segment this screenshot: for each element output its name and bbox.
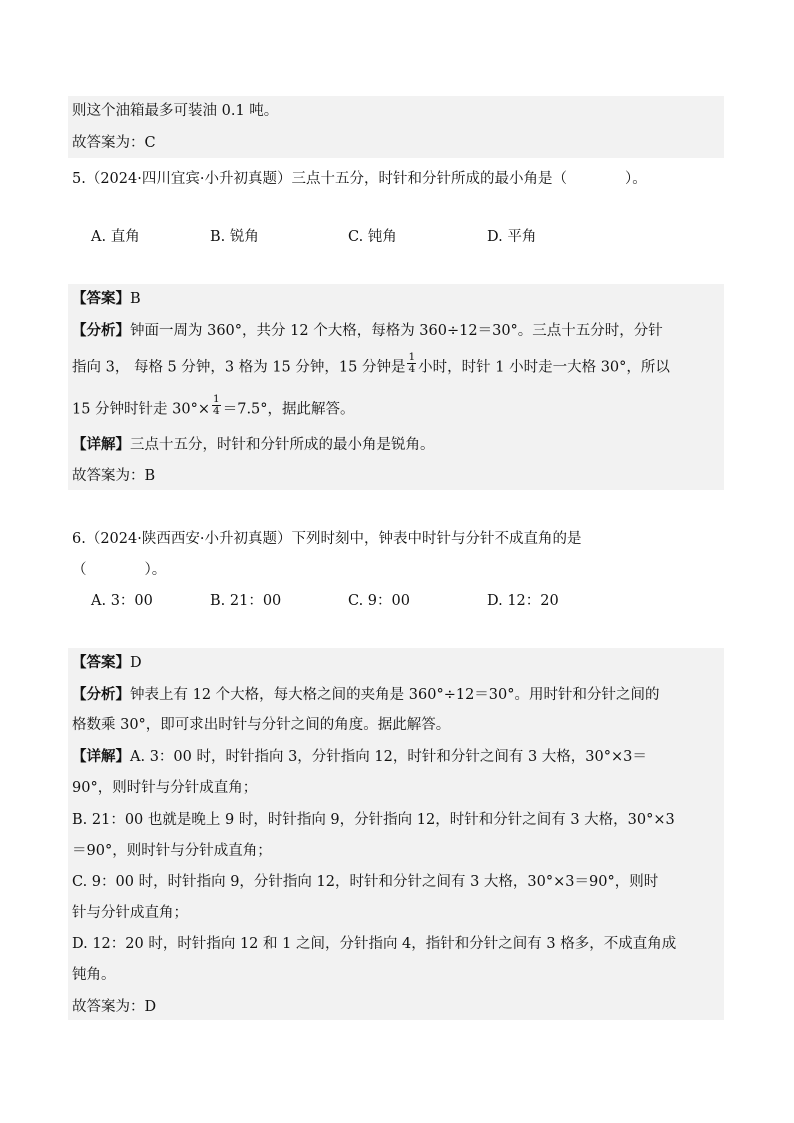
analysis-line — [72, 393, 355, 421]
option-c: C. 9：00 — [348, 593, 410, 609]
question-6-stem: （ ）。 — [72, 562, 167, 578]
analysis-text: 指向 3， 每格 5 分钟，3 格为 15 分钟，15 分钟是 — [72, 359, 406, 376]
analysis-text: ＝7.5°，据此解答。 — [222, 401, 355, 418]
answer-block-q5 — [68, 284, 724, 490]
option-c: C. 钝角 — [348, 229, 397, 245]
detail-line: 90°，则时针与分针成直角； — [72, 780, 258, 796]
detail-line: B. 21：00 也就是晚上 9 时，时针指向 9，分针指向 12，时针和分针之间有 3 大格，30°×3 — [72, 812, 675, 828]
analysis-line: 格数乘 30°，即可求出时针与分针之间的角度。据此解答。 — [72, 717, 451, 733]
analysis-text: 15 分钟时针走 30°× — [72, 401, 211, 418]
detail-line — [72, 434, 435, 456]
option-a: A. 直角 — [91, 229, 140, 245]
option-d: D. 平角 — [487, 229, 537, 245]
fraction-denominator: 4 — [408, 363, 416, 375]
fraction — [212, 394, 221, 417]
analysis-tag: 【分析】 — [72, 322, 130, 339]
answer-value: B — [130, 291, 141, 307]
option-b: B. 21：00 — [210, 593, 282, 609]
analysis-text: 钟面一周为 360°，共分 12 个大格，每格为 360÷12＝30°。三点十五分时，分针 — [130, 323, 663, 339]
analysis-text: 钟表上有 12 个大格，每大格之间的夹角是 360°÷12＝30°。用时针和分针之间的 — [130, 687, 660, 703]
fraction-denominator: 4 — [213, 405, 220, 417]
answer-tag: 【答案】 — [72, 290, 130, 307]
final-answer: 故答案为：C — [72, 135, 156, 151]
answer-value: D — [130, 655, 142, 671]
option-b: B. 锐角 — [210, 229, 259, 245]
question-6-stem: 6.（2024·陕西西安·小升初真题）下列时刻中，钟表中时针与分针不成直角的是 — [72, 531, 582, 547]
detail-text: 三点十五分，时针和分针所成的最小角是锐角。 — [130, 437, 435, 453]
option-d: D. 12：20 — [487, 593, 559, 609]
option-a: A. 3：00 — [91, 593, 153, 609]
answer-line — [72, 288, 141, 310]
detail-tag: 【详解】 — [72, 436, 130, 453]
question-5-stem: 5.（2024·四川宜宾·小升初真题）三点十五分，时针和分针所成的最小角是（ ）。 — [72, 171, 647, 187]
detail-line: 钝角。 — [72, 967, 116, 983]
fraction-numerator: 1 — [408, 351, 416, 363]
fraction — [407, 352, 416, 375]
analysis-text: 小时，时针 1 小时走一大格 30°，所以 — [418, 359, 670, 376]
detail-line — [72, 746, 647, 768]
analysis-line — [72, 351, 670, 379]
analysis-line — [72, 320, 663, 342]
detail-text: A. 3：00 时，时针指向 3，分针指向 12，时针和分针之间有 3 大格，30°×3＝ — [130, 749, 647, 765]
answer-line — [72, 652, 142, 674]
final-answer: 故答案为：B — [72, 468, 156, 484]
analysis-tag: 【分析】 — [72, 686, 130, 703]
detail-line: D. 12：20 时，时针指向 12 和 1 之间，分针指向 4，指针和分针之间有 3 格多，不成直角成 — [72, 936, 677, 952]
detail-line: ＝90°，则时针与分针成直角； — [72, 843, 272, 859]
answer-tag: 【答案】 — [72, 654, 130, 671]
text-line: 则这个油箱最多可装油 0.1 吨。 — [72, 103, 279, 119]
detail-line: C. 9：00 时，时针指向 9，分针指向 12，时针和分针之间有 3 大格，30°×3＝90°，则时 — [72, 874, 659, 890]
fraction-numerator: 1 — [213, 393, 220, 405]
final-answer: 故答案为：D — [72, 999, 157, 1015]
analysis-line — [72, 684, 660, 706]
detail-tag: 【详解】 — [72, 748, 130, 765]
detail-line: 针与分针成直角； — [72, 905, 188, 921]
